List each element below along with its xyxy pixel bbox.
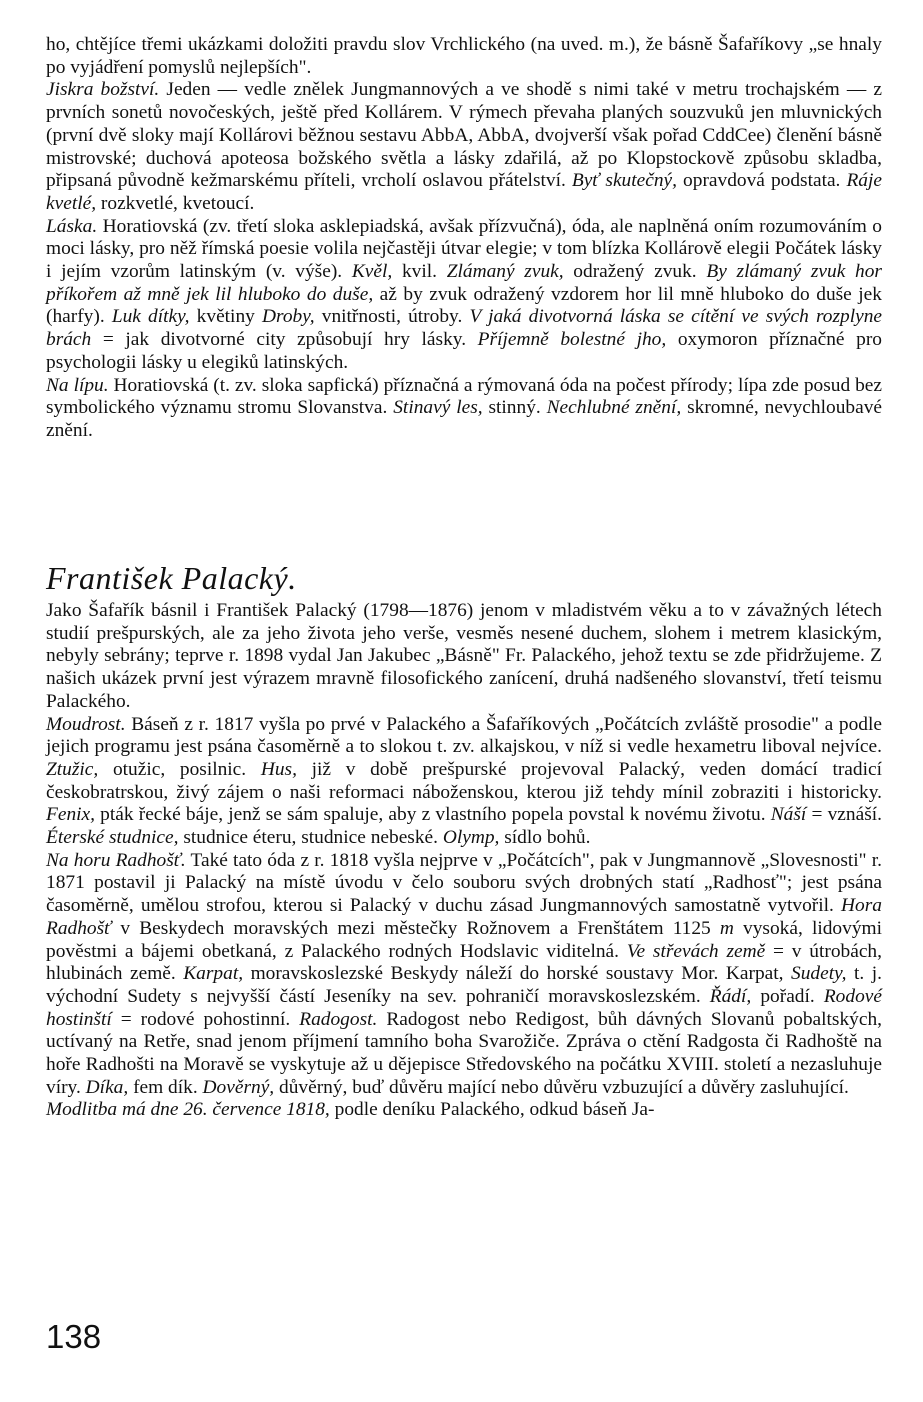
text-run: Radogost nebo Redigost, bůh dávných Slovanů pobaltských, uctívaný na Retře, snad jenom příjmení tamního boha Svarožiče. Zpráva o ctění Radgosta či Radhoště na hoře Radhošti na Moravě se vyskytuje až u dějepisce Středovského na počátku XVIII. století a nezasluhuje víry. xyxy=(46,1008,882,1098)
text-run: pořadí. xyxy=(751,985,824,1007)
term-italic: Stinavý les, xyxy=(393,397,483,419)
text-run: sídlo bohů. xyxy=(499,827,591,849)
text-run: skromné, nevychloubavé znění. xyxy=(46,397,882,441)
text-run: odražený zvuk. xyxy=(563,261,707,283)
term-italic: Karpat, xyxy=(183,963,244,985)
paragraph xyxy=(46,850,882,1100)
page-number: 138 xyxy=(46,1318,102,1355)
term-italic: Radogost. xyxy=(299,1008,378,1030)
text-run: Báseň z r. 1817 vyšla po prvé v Palackého a Šafaříkových „Počátcích zvláště prosodie" a podle jejich programu jest psána časoměrně a to slokou t. zv. alkajskou, v níž si vedle hexametru liboval nejvíce. xyxy=(46,713,882,758)
term-italic: Hora Radhošť xyxy=(46,895,882,939)
term-italic: Moudrost. xyxy=(46,713,126,735)
text-run: kvil. xyxy=(392,261,447,283)
term-italic: Na lípu. xyxy=(46,374,109,396)
paragraph xyxy=(46,79,882,215)
paragraph xyxy=(46,216,882,375)
text-run: opravdová podstata. xyxy=(677,170,847,192)
term-italic: Hus, xyxy=(260,758,297,780)
paragraph xyxy=(46,375,882,443)
term-italic: Láska. xyxy=(46,215,98,237)
term-italic: Jiskra božství. xyxy=(46,79,160,101)
text-run: vysoká, lidovými pověstmi a bájemi obetkaná, z Palackého rodných Hodslavic viditelná. xyxy=(46,917,882,962)
term-italic: Nechlubné znění, xyxy=(546,397,682,419)
text-run: = rodové pohostinní. xyxy=(111,1008,300,1030)
term-italic: By zlámaný zvuk hor příkořem až mně jek lil hluboko do duše, xyxy=(46,261,882,305)
text-run: vnitřnosti, útroby. xyxy=(314,306,470,328)
term-italic: Příjemně bolestné jho, xyxy=(477,329,667,351)
text-run: oxymoron příznačné pro psychologii lásky u elegiků latinských. xyxy=(46,329,882,373)
text-run: stinný. xyxy=(482,397,547,419)
term-italic: m xyxy=(719,917,734,939)
section-heading: František Palacký. xyxy=(46,560,297,596)
paragraph xyxy=(46,1099,882,1122)
term-italic: Řádí, xyxy=(709,985,752,1007)
text-run: důvěrný, buď důvěru mající nebo důvěru vzbuzující a důvěry zasluhující. xyxy=(274,1076,849,1098)
term-italic: Na horu Radhošť. xyxy=(46,849,186,871)
text-run: fem dík. xyxy=(128,1076,203,1098)
text-run: již v době prešpurské projevoval Palacký, veden domácí tradicí českobratrskou, živý zájem o naši reformaci náboženskou, kterou již tehdy mínil zobraziti i historicky. xyxy=(46,758,882,803)
text-run: květiny xyxy=(189,306,262,328)
term-italic: Zlámaný zvuk, xyxy=(446,261,564,283)
term-italic: Éterské studnice, xyxy=(46,827,179,849)
term-italic: Ve střevách země xyxy=(626,940,766,962)
term-italic: Droby, xyxy=(262,306,315,328)
term-italic: Fenix, xyxy=(46,804,95,826)
commentary-bottom xyxy=(46,600,882,1122)
term-italic: Byť skutečný, xyxy=(571,170,678,192)
text-run: Jako Šafařík básnil i František Palacký (1798—1876) jenom v mladistvém věku a to v závažných létech studií prešpurských, ale za jeho života jeho verše, vesměs nesené duchem, slohem i metrem klasickým, nebyly sebrány; teprve r. 1898 vydal Jan Jakubec „Básně" Fr. Palackého, jehož textu se zde přidržujeme. Z našich ukázek první jest výrazem mravně filosofického zanícení, druhá nadšeného slovanství, třetí teismu Palackého. xyxy=(46,600,882,712)
text-run: = v útrobách, hlubinách země. xyxy=(46,940,882,985)
term-italic: Modlitba má dne 26. července 1818, xyxy=(46,1099,330,1121)
text-run: Také tato óda z r. 1818 vyšla nejprve v „Počátcích", pak v Jungmannově „Slovesnosti" r. 1871 postavil ji Palacký na místě úvodu v čelo souboru svých drobných statí „Radhosť"; jest psána časoměrně, umělou strofou, kterou si Palacký v duchu zásad Jungmannových samostatně vytvořil. xyxy=(46,849,882,917)
text-run: otužic, posilnic. xyxy=(98,758,261,780)
text-run: Horatiovská (t. zv. sloka sapfická) příznačná a rýmovaná óda na počest přírody; lípa zde posud bez symbolického významu stromu Slovanstva. xyxy=(46,374,882,419)
text-run: podle deníku Palackého, odkud báseň Ja- xyxy=(329,1099,655,1121)
term-italic: Rodové hostinští xyxy=(46,985,882,1030)
text-run: Jeden — vedle znělek Jungmannových a ve shodě s nimi také v metru trochajském — z prvních sonetů novočeských, ještě před Kollárem. V rýmech převaha planých souzvuků jen mluvnických (první dvě sloky mají Kollárovi běžnou sestavu AbbA, AbbA, dvojverší však pořad CddCee) členění básně mistrovské; duchová apoteosa božského světla a lásky zdařilá, až po Klopstockově způsobu skladba, připsaná původně kežmarskému příteli, vrcholí oslavou přátelství. xyxy=(46,79,882,192)
text-run: rozkvetlé, kvetoucí. xyxy=(96,192,255,214)
term-italic: Kvěl, xyxy=(351,261,393,283)
text-run: = jak divotvorné city způsobují hry lásky. xyxy=(91,329,478,351)
text-run: ho, chtějíce třemi ukázkami doložiti pravdu slov Vrchlického (na uved. m.), že básně Šafaříkovy „se hnaly po vyjádření pomyslů nejlepších". xyxy=(46,34,882,78)
paragraph xyxy=(46,600,882,714)
paragraph xyxy=(46,714,882,850)
text-run: až by zvuk odražený vzdorem hor lil mně hluboko do duše jek (harfy). xyxy=(46,283,882,328)
term-italic: Sudety, xyxy=(791,963,847,985)
term-italic: Díka, xyxy=(85,1076,129,1098)
text-run: Horatiovská (zv. třetí sloka asklepiadská, avšak přízvučná), óda, ale naplněná oním rozumováním o moci lásky, pro něž římská poesie volila nejčastěji útvar elegie; v tom blízka Kollárově elegii Počátek lásky i jejím vzorům latinským (v. výše). xyxy=(46,215,882,283)
term-italic: Dověrný, xyxy=(202,1076,275,1098)
text-run: t. j. východní Sudety s nejvyšší částí Jeseníky na sev. pohraničí moravskoslezském. xyxy=(46,963,882,1007)
paragraph xyxy=(46,34,882,79)
commentary-top xyxy=(46,34,882,443)
term-italic: Náší xyxy=(770,804,807,826)
term-italic: Olymp, xyxy=(442,827,500,849)
text-run: v Beskydech moravských mezi městečky Rožnovem a Frenštátem 1125 xyxy=(111,917,720,939)
text-run: moravskoslezské Beskydy náleží do horské soustavy Mor. Karpat, xyxy=(243,963,792,985)
term-italic: Ztužic, xyxy=(46,758,99,780)
term-italic: V jaká divotvorná láska se cítění ve svých rozplyne brách xyxy=(46,306,883,351)
term-italic: Ráje kvetlé, xyxy=(46,170,882,214)
text-run: pták řecké báje, jenž se sám spaluje, aby z vlastního popela povstal k novému životu. xyxy=(95,804,771,826)
term-italic: Luk dítky, xyxy=(111,306,190,328)
text-run: = vznáší. xyxy=(806,804,882,826)
text-run: studnice éteru, studnice nebeské. xyxy=(178,827,443,849)
